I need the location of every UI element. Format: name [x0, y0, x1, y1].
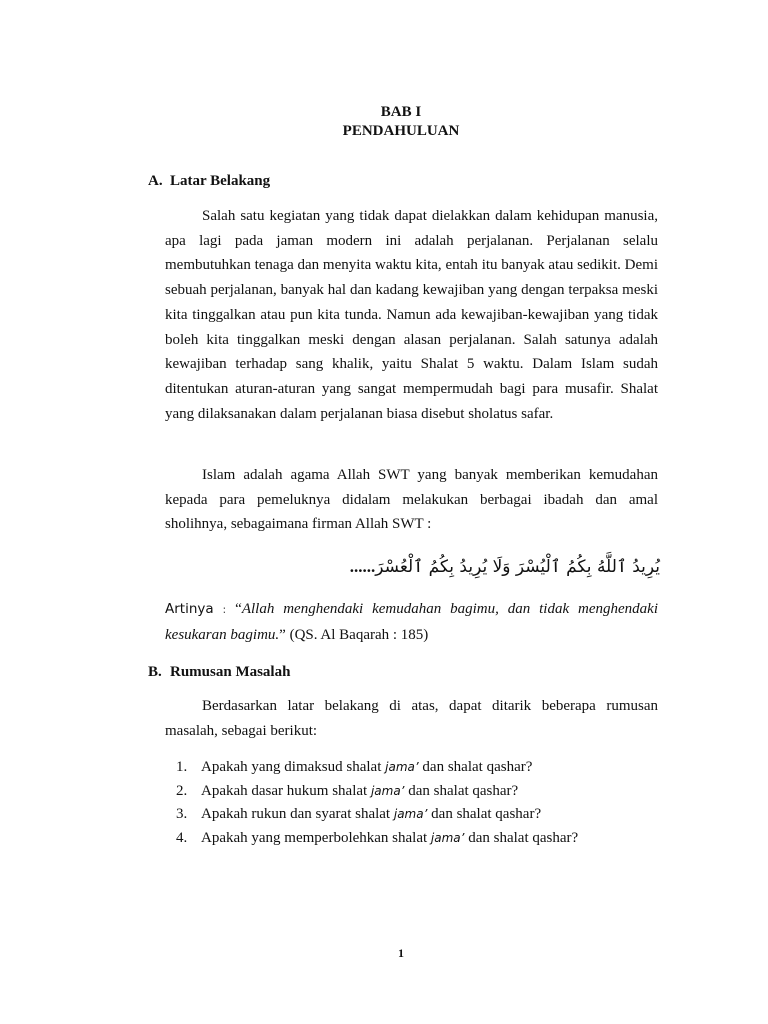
translation-open-quote: “	[235, 601, 242, 617]
list-item-number: 3.	[176, 806, 188, 822]
verse-translation	[165, 597, 658, 647]
verse-ellipsis: ......	[349, 557, 376, 576]
background-paragraph-2: Islam adalah agama Allah SWT yang banyak memberikan kemudahan kepada para pemeluknya didalam melakukan berbagai ibadah dan amal sholihnya, sebagaimana firman Allah SWT :	[165, 467, 658, 533]
section-b-heading	[148, 663, 290, 682]
list-item-term: jama’	[370, 783, 405, 798]
section-a-heading	[148, 172, 270, 191]
list-item-text: Apakah yang memperbolehkan shalat	[201, 829, 428, 846]
list-item-term: jama’	[430, 830, 465, 845]
background-paragraph-1: Salah satu kegiatan yang tidak dapat dielakkan dalam kehidupan manusia, apa lagi pada jaman modern ini adalah perjalanan. Perjalanan selalu membutuhkan tenaga dan menyita waktu kita, entah itu banyak atau sedikit. Demi sebuah perjalanan, banyak hal dan kadang kewajiban yang dengan terpaksa meski kita tinggalkan atau pun kita tunda. Namun ada kewajiban-kewajiban yang tidak boleh kita tinggalkan meski dengan alasan perjalanan. Salah satunya adalah kewajiban terhadap sang khalik, yaitu Shalat 5 waktu. Dalam Islam sudah ditentukan aturan-aturan yang sangat mempermudah bagi para musafir. Shalat yang dilaksanakan dalam perjalanan biasa disebut sholatus safar.	[165, 208, 658, 422]
list-item	[176, 780, 578, 804]
translation-separator: :	[222, 603, 227, 616]
list-item-text-end: dan shalat qashar?	[408, 782, 519, 799]
problem-intro-paragraph: Berdasarkan latar belakang di atas, dapat ditarik beberapa rumusan masalah, sebagai berikut:	[165, 698, 658, 739]
translation-close-quote: ”	[279, 626, 286, 643]
quran-verse-text: يُرِيدُ ٱللَّهُ بِكُمُ ٱلْيُسْرَ وَلَا يُرِيدُ بِكُمُ ٱلْعُسْرَ	[375, 557, 660, 577]
problem-question-list	[176, 756, 578, 850]
chapter-number: BAB I	[380, 104, 422, 120]
section-b-title: Rumusan Masalah	[170, 664, 291, 680]
list-item	[176, 803, 578, 827]
list-item-text: Apakah yang dimaksud shalat	[201, 759, 382, 775]
quran-verse	[348, 552, 660, 582]
translation-label: Artinya	[165, 601, 214, 617]
section-a-letter: A.	[148, 173, 163, 189]
list-item	[176, 827, 578, 851]
list-item-number: 4.	[176, 829, 188, 846]
page-number: 1	[398, 946, 404, 960]
list-item-text-end: dan shalat qashar?	[431, 806, 542, 822]
list-item-term: jama’	[385, 760, 419, 774]
translation-text: Allah menghendaki kemudahan bagimu, dan tidak menghendaki kesukaran bagimu.	[165, 601, 658, 643]
list-item-text: Apakah dasar hukum shalat	[201, 782, 368, 799]
list-item-text-end: dan shalat qashar?	[422, 759, 533, 775]
translation-citation: (QS. Al Baqarah : 185)	[289, 626, 429, 643]
section-a-title: Latar Belakang	[170, 173, 271, 189]
list-item-term: jama’	[393, 807, 428, 821]
chapter-heading	[0, 103, 768, 141]
list-item	[176, 756, 578, 780]
list-item-text-end: dan shalat qashar?	[468, 829, 579, 846]
list-item-number: 2.	[176, 782, 188, 799]
list-item-number: 1.	[176, 759, 188, 775]
section-b-letter: B.	[148, 664, 162, 680]
chapter-title: PENDAHULUAN	[342, 123, 460, 139]
list-item-text: Apakah rukun dan syarat shalat	[201, 806, 391, 822]
